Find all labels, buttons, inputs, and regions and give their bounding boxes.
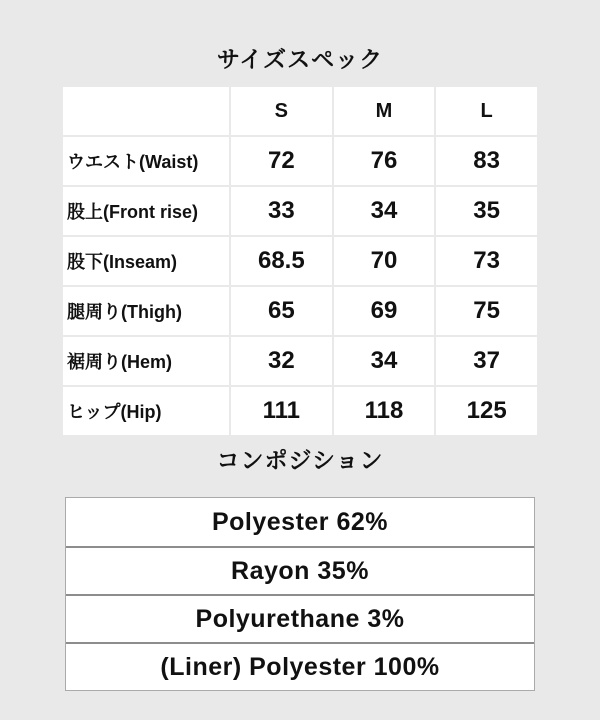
spec-cell: 76 xyxy=(334,137,435,185)
spec-cell: 70 xyxy=(334,237,435,285)
composition-title: コンポジション xyxy=(216,447,384,473)
row-label-thigh: 腿周り(Thigh) xyxy=(63,287,229,335)
column-header-s: S xyxy=(231,87,332,135)
composition-item: Polyurethane 3% xyxy=(66,594,534,642)
spec-cell: 35 xyxy=(436,187,537,235)
spec-cell: 65 xyxy=(231,287,332,335)
size-spec-title: サイズスペック xyxy=(216,46,384,72)
row-label-front-rise: 股上(Front rise) xyxy=(63,187,229,235)
spec-cell: 37 xyxy=(436,337,537,385)
composition-item: Rayon 35% xyxy=(66,546,534,594)
corner-cell xyxy=(63,87,229,135)
spec-cell: 75 xyxy=(436,287,537,335)
composition-item: (Liner) Polyester 100% xyxy=(66,642,534,690)
spec-cell: 68.5 xyxy=(231,237,332,285)
row-label-hem: 裾周り(Hem) xyxy=(63,337,229,385)
spec-cell: 69 xyxy=(334,287,435,335)
row-label-waist: ウエスト(Waist) xyxy=(63,137,229,185)
spec-cell: 34 xyxy=(334,187,435,235)
spec-cell: 73 xyxy=(436,237,537,285)
composition-box xyxy=(65,497,535,691)
column-header-m: M xyxy=(334,87,435,135)
row-label-inseam: 股下(Inseam) xyxy=(63,237,229,285)
spec-cell: 33 xyxy=(231,187,332,235)
spec-cell: 72 xyxy=(231,137,332,185)
spec-cell: 83 xyxy=(436,137,537,185)
spec-cell: 32 xyxy=(231,337,332,385)
row-label-hip: ヒップ(Hip) xyxy=(63,387,229,435)
size-spec-table xyxy=(63,87,537,435)
spec-cell: 111 xyxy=(231,387,332,435)
composition-item: Polyester 62% xyxy=(211,507,389,536)
spec-cell: 118 xyxy=(334,387,435,435)
column-header-l: L xyxy=(436,87,537,135)
spec-cell: 34 xyxy=(334,337,435,385)
spec-cell: 125 xyxy=(436,387,537,435)
